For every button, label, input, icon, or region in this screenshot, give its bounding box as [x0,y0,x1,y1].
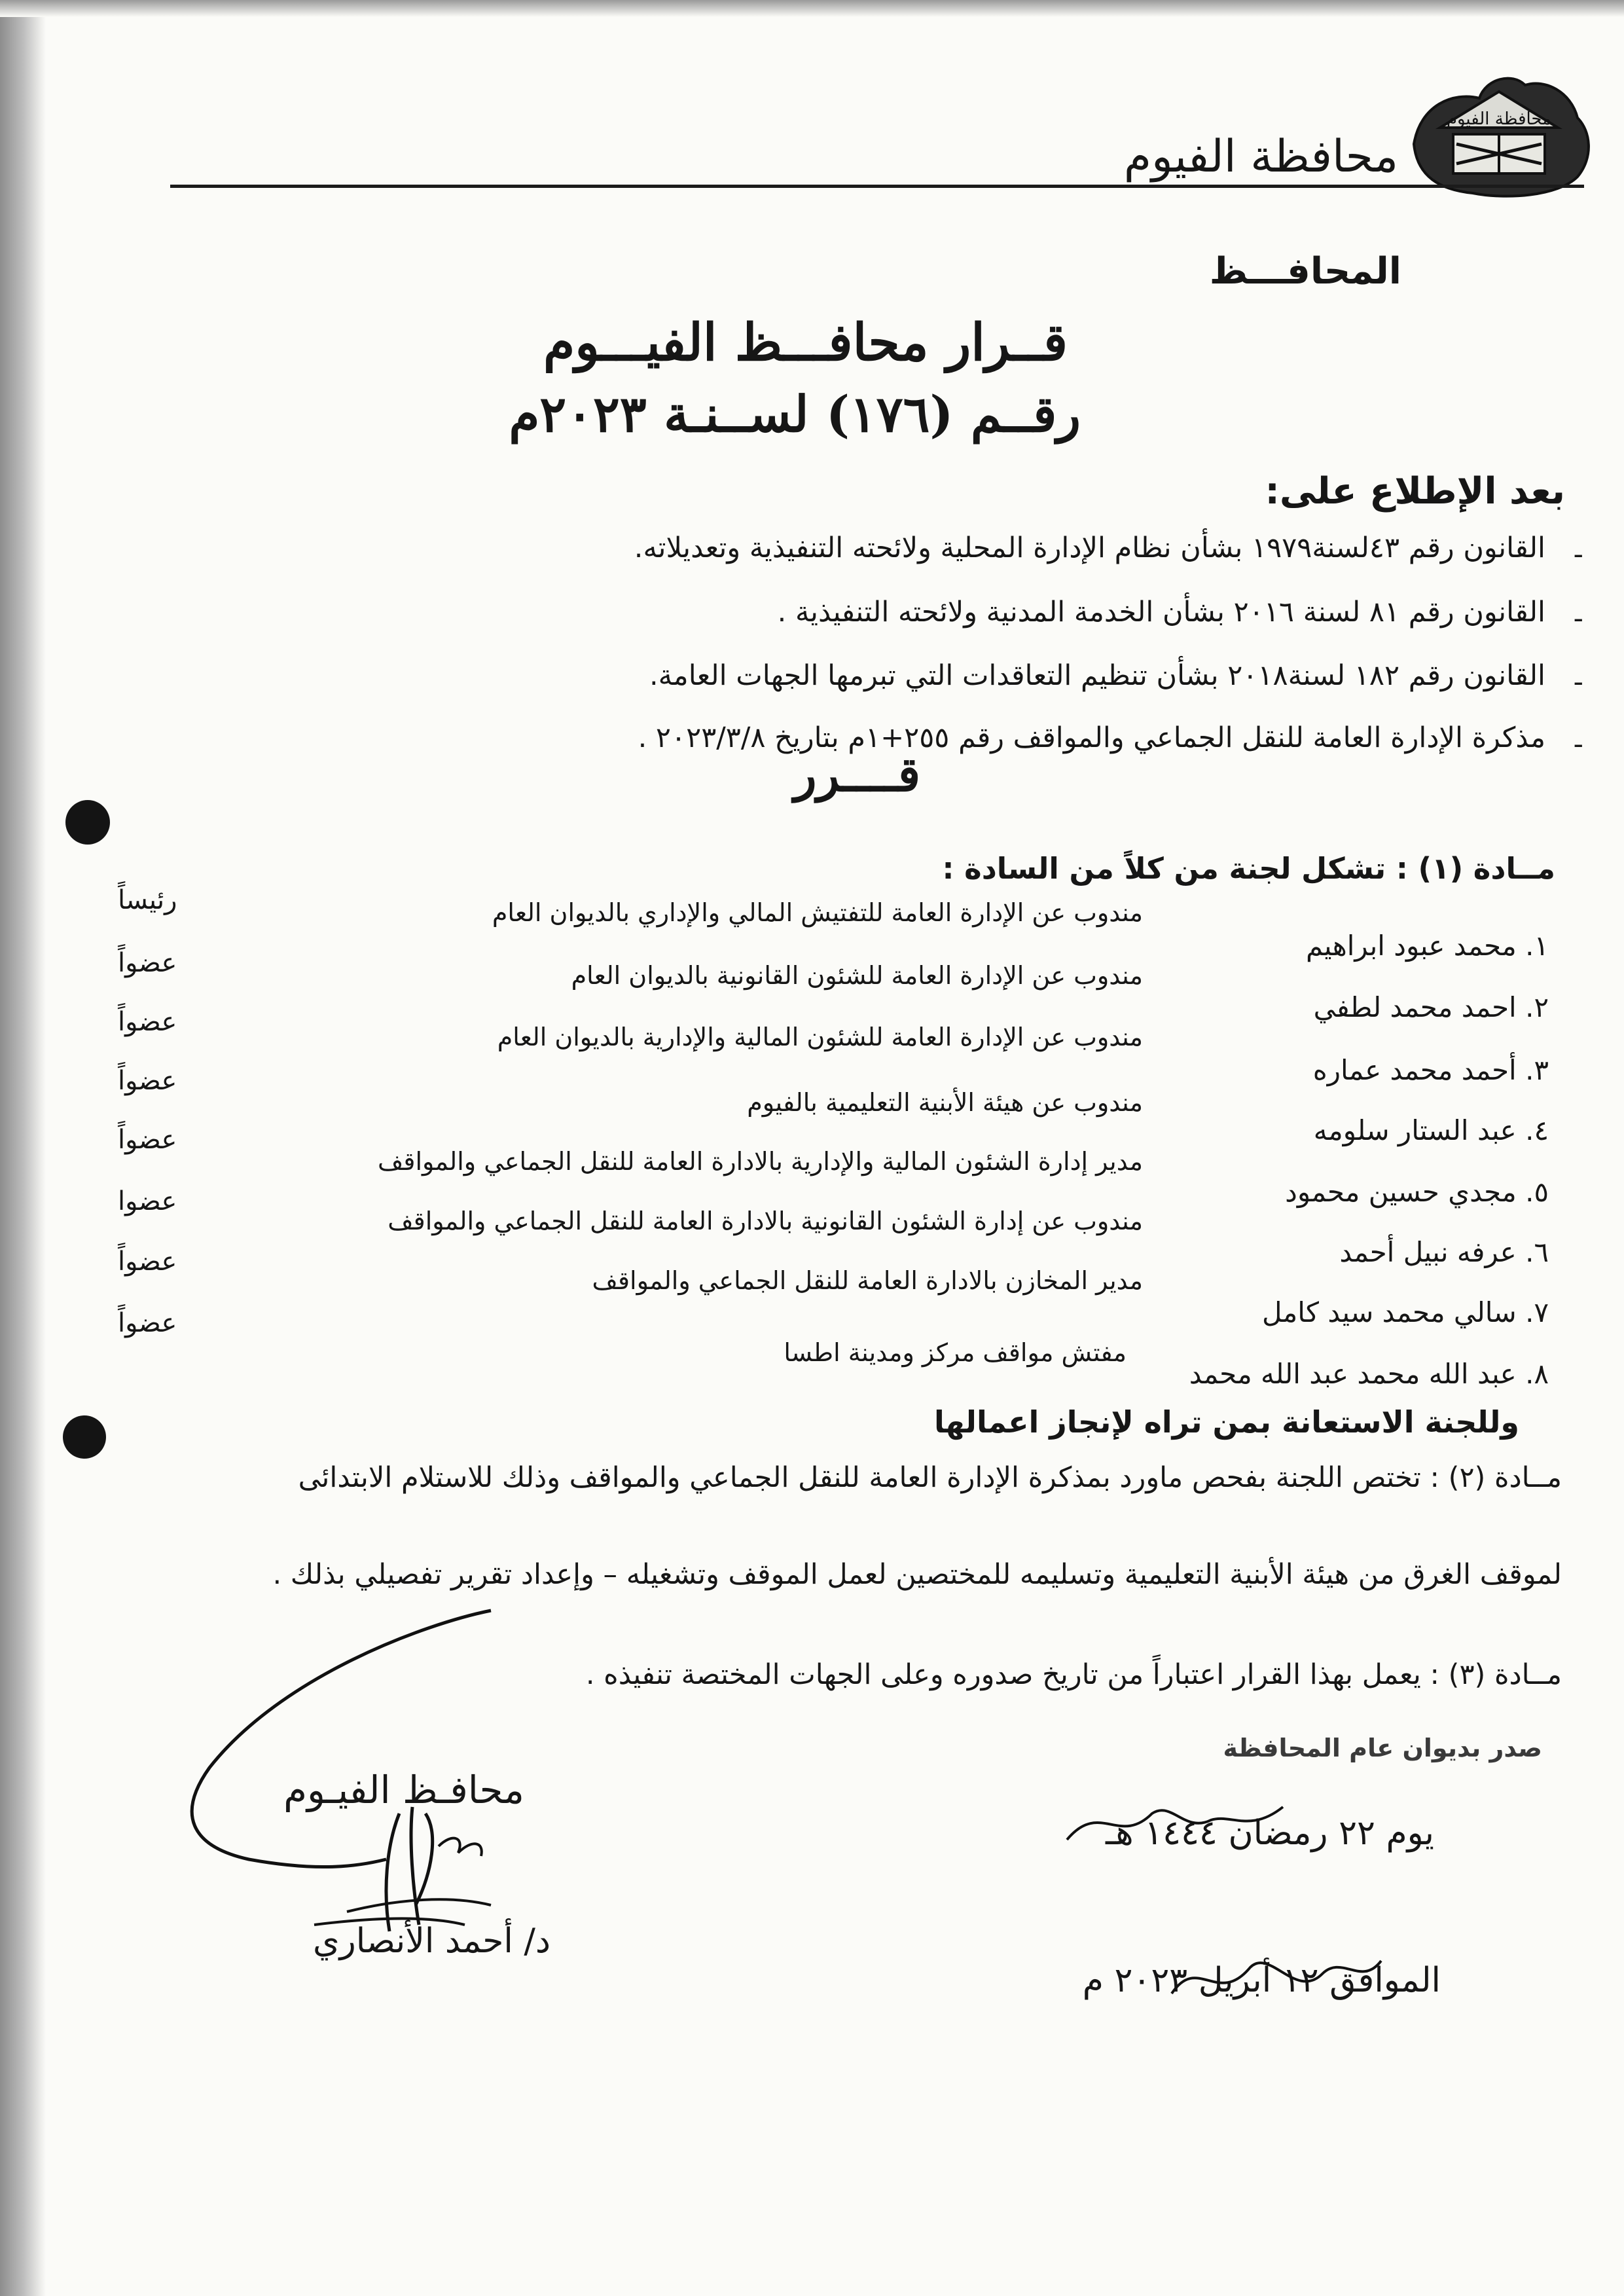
scan-shadow-left [0,0,46,2296]
preamble-item: القانون رقم ١٨٢ لسنة٢٠١٨ بشأن تنظيم التعاقدات التي تبرمها الجهات العامة. [649,659,1545,692]
header-rule [170,185,1584,188]
assistance-clause: وللجنة الاستعانة بمن تراه لإنجاز اعمالها [934,1404,1519,1440]
signatory-name: د/ أحمد الأنصاري [312,1922,550,1961]
member-role: عضواً [118,1247,177,1277]
issued-at: صدر بديوان عام المحافظة [1223,1734,1542,1762]
member-position: مندوب عن الإدارة العامة للتفتيش المالي والإداري بالديوان العام [492,898,1143,927]
member-role: عضواً [118,1308,177,1338]
article-2-line-2: لموقف الغرق من هيئة الأبنية التعليمية وتسليمه للمختصين لعمل الموقف وتشغيله – وإعداد تقرير تفصيلي بذلك . [272,1558,1562,1591]
preamble-dash: - [1573,538,1583,571]
member-position: مدير المخازن بالادارة العامة للنقل الجماعي والمواقف [592,1266,1143,1295]
member-name: ٨. عبد الله محمد عبد الله محمد [1189,1358,1549,1390]
emblem-text: محافظة الفيوم [1446,109,1552,129]
member-name: ٦. عرفه نبيل أحمد [1339,1236,1549,1268]
decree-number-line [509,385,1081,443]
scan-shadow-top [0,0,1624,17]
member-name: ٢. احمد محمد لطفي [1313,991,1549,1023]
member-position: مندوب عن إدارة الشئون القانونية بالادارة العامة للنقل الجماعي والمواقف [388,1207,1143,1235]
member-role: عضواً [118,948,177,978]
member-position: مفتش مواقف مركز ومدينة اطسا [784,1338,1127,1367]
decree-number-prefix: رقــم ( [929,385,1081,443]
preamble-item: مذكرة الإدارة العامة للنقل الجماعي والمواقف رقم ٢٥٥+١م بتاريخ ٢٠٢٣/٣/٨ . [638,721,1545,754]
date-handwriting-icon [1165,1935,1388,2013]
preamble-item: القانون رقم ٨١ لسنة ٢٠١٦ بشأن الخدمة المدنية ولائحته التنفيذية . [777,596,1545,629]
office-label: المحافـــظ [1209,250,1401,293]
decided-heading: قــــرر [793,746,920,802]
preamble-item: القانون رقم ٤٣لسنة١٩٧٩ بشأن نظام الإدارة المحلية ولائحته التنفيذية وتعديلاته. [634,532,1545,564]
decree-number: ١٧٦ [849,385,930,443]
member-name: ٥. مجدي حسين محمود [1285,1176,1549,1208]
member-position: مندوب عن الإدارة العامة للشئون المالية والإدارية بالديوان العام [497,1023,1143,1051]
decree-title: قــرار محافـــظ الفيـــوم [543,313,1068,373]
member-role: عضواً [118,1007,177,1037]
member-name: ٣. أحمد محمد عماره [1312,1054,1549,1086]
date-handwriting-icon [1060,1787,1296,1859]
member-role: رئيساً [118,885,177,915]
member-position: مندوب عن الإدارة العامة للشئون القانونية بالديوان العام [571,961,1143,990]
decree-year: ) لســنـة ٢٠٢٣م [509,385,850,443]
handwritten-signature-icon [151,1597,576,1964]
member-role: عضوا [118,1186,177,1216]
member-name: ٧. سالي محمد سيد كامل [1261,1296,1549,1328]
preamble-dash: - [1573,728,1583,761]
signatory-title: محافـظ الفيـوم [283,1768,524,1812]
preamble-dash: - [1573,666,1583,699]
member-position: مدير إدارة الشئون المالية والإدارية بالادارة العامة للنقل الجماعي والمواقف [377,1147,1143,1176]
member-name: ٤. عبد الستار سلومه [1313,1114,1549,1146]
article-2-line-1: مــادة (٢) : تختص اللجنة بفحص ماورد بمذكرة الإدارة العامة للنقل الجماعي والمواقف وذلك للاستلام الابتدائى [298,1461,1562,1494]
member-position: مندوب عن هيئة الأبنية التعليمية بالفيوم [747,1088,1143,1117]
preamble-heading: بعد الإطلاع على: [1265,470,1565,513]
member-name: ١. محمد عبود ابراهيم [1305,930,1549,962]
article-3: مــادة (٣) : يعمل بهذا القرار اعتباراً من تاريخ صدوره وعلى الجهات المختصة تنفيذه . [585,1658,1562,1691]
preamble-dash: - [1573,602,1583,635]
hijri-date: يوم ٢٢ رمضان ١٤٤٤ هـ [1106,1813,1434,1853]
member-role: عضواً [118,1066,177,1096]
governorate-name: محافظة الفيوم [1123,131,1398,183]
punch-hole [63,1415,106,1459]
punch-hole [65,800,110,845]
member-role: عضواً [118,1125,177,1155]
gregorian-date: الموافق ١٢ أبريل ٢٠٢٣ م [1082,1961,1441,2000]
governorate-emblem-icon [1401,65,1597,203]
article-1-heading: مــادة (١) : تشكل لجنة من كلاً من السادة : [942,851,1555,886]
